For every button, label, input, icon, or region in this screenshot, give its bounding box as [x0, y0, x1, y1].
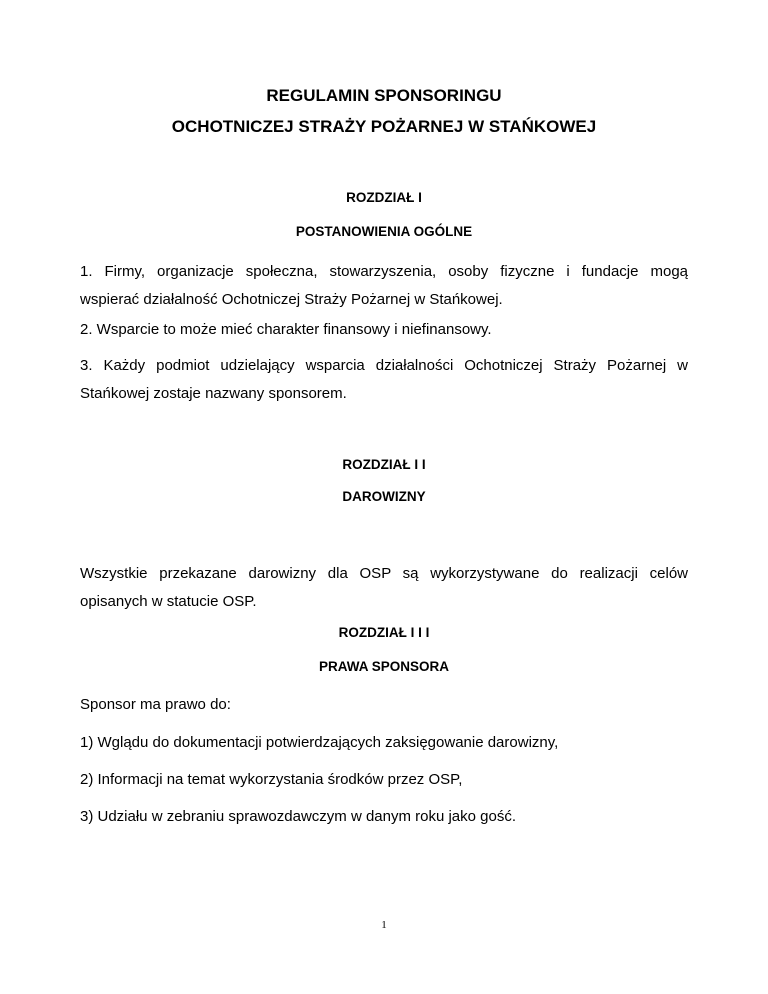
chapter-1-paragraph-3 [80, 357, 688, 403]
chapter-1-paragraph-3-line-2: Stańkowej zostaje nazwany sponsorem. [80, 385, 347, 402]
chapter-1-name: POSTANOWIENIA OGÓLNE [295, 224, 473, 239]
chapter-1-number: ROZDZIAŁ I [346, 190, 422, 205]
chapter-3-list-item-1: 1) Wglądu do dokumentacji potwierdzających zaksięgowanie darowizny, [80, 734, 559, 751]
chapter-2-paragraph-1 [80, 565, 688, 611]
chapter-1-paragraph-1-line-2: wspierać działalność Ochotniczej Straży Pożarnej w Stańkowej. [80, 291, 503, 308]
chapter-1-paragraph-2: 2. Wsparcie to może mieć charakter finansowy i niefinansowy. [80, 321, 492, 338]
chapter-1-paragraph-1-line-1: 1. Firmy, organizacje społeczna, stowarzyszenia, osoby fizyczne i fundacje mogą [80, 263, 688, 280]
chapter-1-paragraph-3-line-1: 3. Każdy podmiot udzielający wsparcia działalności Ochotniczej Straży Pożarnej w [80, 357, 688, 374]
chapter-1-paragraph-1 [80, 263, 688, 309]
chapter-2-name: DAROWIZNY [342, 489, 426, 504]
chapter-3-list-item-2: 2) Informacji na temat wykorzystania środków przez OSP, [80, 771, 463, 788]
chapter-2-number: ROZDZIAŁ I I [342, 457, 426, 472]
chapter-3-list-item-3: 3) Udziału w zebraniu sprawozdawczym w danym roku jako gość. [80, 808, 517, 825]
chapter-2-paragraph-1-line-2: opisanych w statucie OSP. [80, 593, 257, 610]
page-number: 1 [381, 919, 387, 931]
chapter-3-intro: Sponsor ma prawo do: [80, 696, 231, 713]
document-title-line-2: OCHOTNICZEJ STRAŻY POŻARNEJ W STAŃKOWEJ [171, 117, 597, 136]
chapter-3-name: PRAWA SPONSORA [318, 659, 450, 674]
chapter-2-paragraph-1-line-1: Wszystkie przekazane darowizny dla OSP są wykorzystywane do realizacji celów [80, 565, 688, 582]
chapter-3-number: ROZDZIAŁ I I I [338, 625, 430, 640]
document-title-line-1: REGULAMIN SPONSORINGU [266, 86, 502, 105]
